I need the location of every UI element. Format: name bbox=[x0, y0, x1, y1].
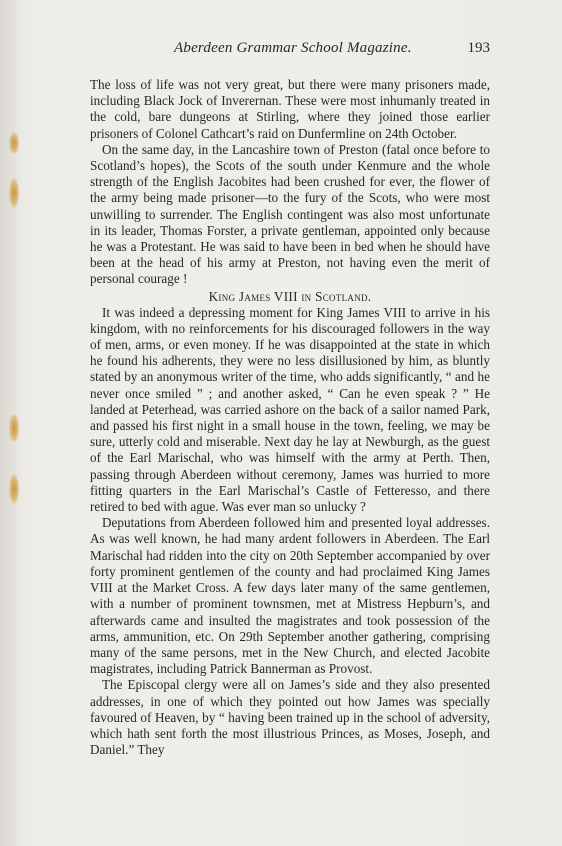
article-body bbox=[90, 77, 490, 758]
binding-hole-mark bbox=[9, 132, 19, 154]
paragraph: The Episcopal clergy were all on James’s side and they also presented addresses, in one of which they pointed out how James was specially favoured of Heaven, by “ having been trained up in the school of adversity, which hath sent forth the most illustrious Princes, as Moses, Joseph, and Daniel.” They bbox=[90, 677, 490, 758]
binding-hole-mark bbox=[9, 414, 19, 442]
paragraph: Deputations from Aberdeen followed him and presented loyal addresses. As was well known, he had many ardent followers in Aberdeen. The Earl Marischal had ridden into the city on 20th September accompanied by over forty prominent gentlemen of the county and had proclaimed King James VIII at the Market Cross. A few days later many of the same gentlemen, with a number of prominent townsmen, met at Mistress Hepburn’s, and afterwards came and insulted the magistrates and took possession of the arms, ammunition, etc. On 29th September another gathering, comprising many of the same persons, met in the New Church, and elected Jacobite magistrates, including Patrick Bannerman as Provost. bbox=[90, 515, 490, 677]
section-heading: King James VIII in Scotland. bbox=[208, 288, 372, 304]
page-number: 193 bbox=[467, 40, 490, 56]
binding-hole-mark bbox=[9, 474, 19, 504]
paragraph: On the same day, in the Lancashire town of Preston (fatal once before to Scotland’s hopes), the Scots of the south under Kenmure and the whole strength of the English Jacobites had been crushed for ever, the flower of the army being made prisoner—to the fury of the Scots, who were most unwilling to surrender. The English contingent was also most unfortunate in its leader, Thomas Forster, a private gentleman, appointed only because he was a Protestant. He was said to have been in bed when he should have been at the head of his army at Preston, not having even the merit of personal courage ! bbox=[90, 141, 490, 287]
binding-hole-mark bbox=[9, 178, 19, 208]
paragraph: It was indeed a depressing moment for King James VIII to arrive in his kingdom, with no reinforcements for his discouraged followers in the way of men, arms, or even money. If he was disappointed at the state in which he found his adherents, they were no less disillusioned by him, as bluntly stated by an anonymous writer of the time, who adds significantly, “ and he never once smiled ” ; and another asked, “ Can he even speak ? ” He landed at Peterhead, was carried ashore on the back of a sailor named Park, and passed his first night in a small house in the town, feeling, we may be sure, utterly cold and miserable. Next day he lay at Newburgh, as the guest of the Earl Marischal, who was himself with the army at Perth. Then, passing through Aberdeen without ceremony, James was hurried to more fitting quarters in the Earl Marischal’s Castle of Fetteresso, and there retired to bed with ague. Was ever man so unlucky ? bbox=[90, 304, 490, 515]
running-title: Aberdeen Grammar School Magazine. bbox=[174, 40, 412, 56]
running-header bbox=[90, 40, 490, 62]
paragraph: The loss of life was not very great, but there were many prisoners made, including Black Jock of Inverernan. These were most inhumanly treated in the cold, bare dungeons at Stirling, where they joined those earlier prisoners of Colonel Cathcart’s raid on Dunfermline on 24th October. bbox=[90, 77, 490, 141]
